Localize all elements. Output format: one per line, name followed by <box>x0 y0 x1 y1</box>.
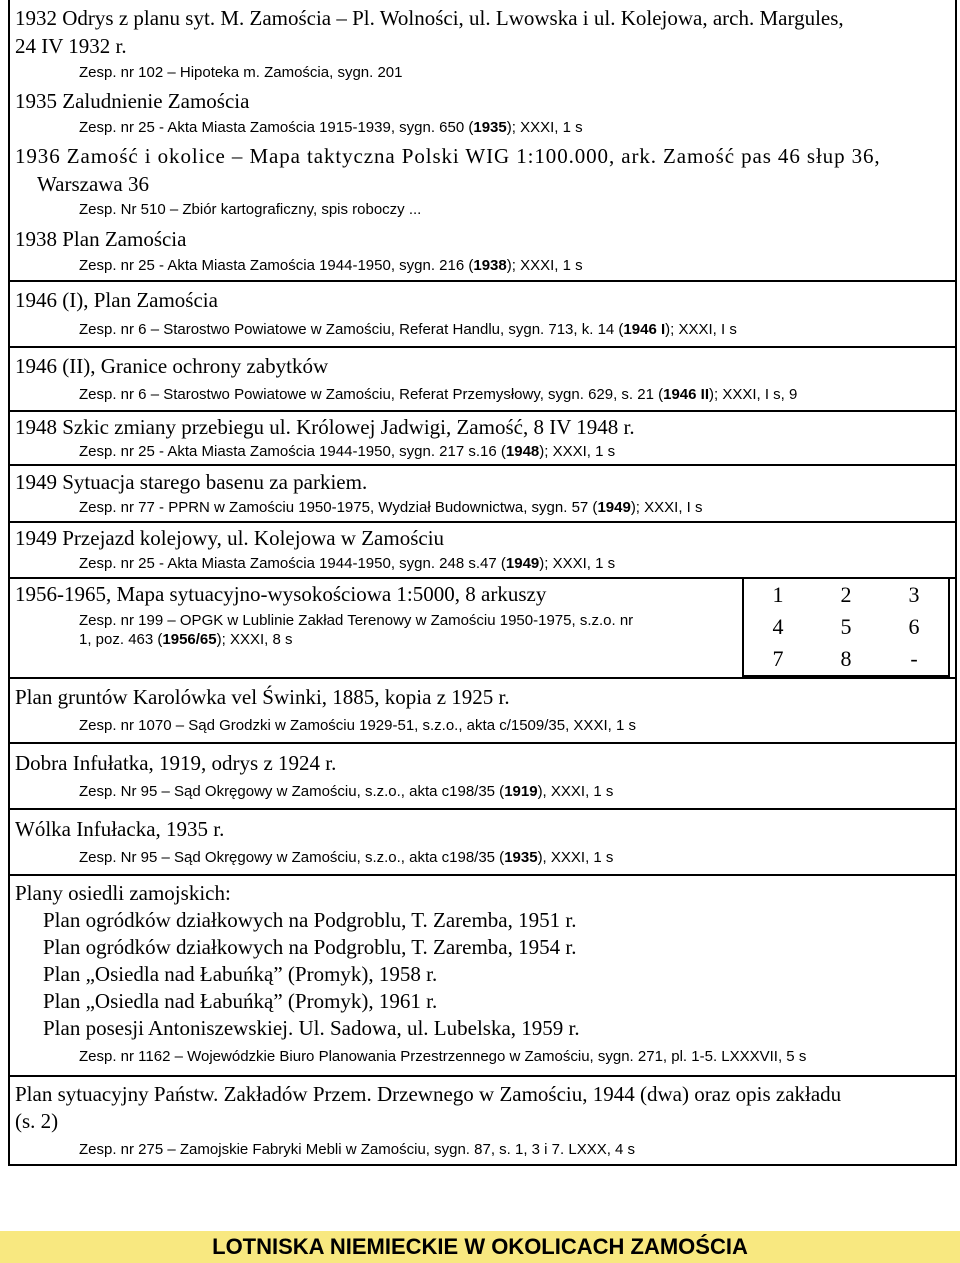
entry-title: Plan gruntów Karolówka vel Świnki, 1885, kopia z 1925 r. <box>15 685 510 709</box>
entry-reference: Zesp. nr 1162 – Wojewódzkie Biuro Planowania Przestrzennego w Zamościu, sygn. 271, pl. 1-5. LXXXVII, 5 s <box>79 1048 807 1065</box>
entry-title: 1936 Zamość i okolice – Mapa taktyczna Polski WIG 1:100.000, ark. Zamość pas 46 słup 36, <box>15 144 881 168</box>
entry-reference: Zesp. Nr 95 – Sąd Okręgowy w Zamościu, s.z.o., akta c198/35 (1935), XXXI, 1 s <box>79 849 614 866</box>
entry-reference: Zesp. nr 275 – Zamojskie Fabryki Mebli w Zamościu, sygn. 87, s. 1, 3 i 7. LXXX, 4 s <box>79 1141 636 1158</box>
separator <box>8 464 957 466</box>
sheet-number: 6 <box>908 614 920 639</box>
entry-reference: Zesp. nr 6 – Starostwo Powiatowe w Zamościu, Referat Przemysłowy, sygn. 629, s. 21 (1946 II); XXXI, I s, 9 <box>79 386 798 403</box>
separator <box>8 280 957 282</box>
entry-title: 1949 Przejazd kolejowy, ul. Kolejowa w Zamościu <box>15 526 445 550</box>
entry-reference: Zesp. nr 25 - Akta Miasta Zamościa 1915-1939, sygn. 650 (1935); XXXI, 1 s <box>79 119 583 136</box>
entry-title: 1946 (I), Plan Zamościa <box>15 288 218 312</box>
entry-title: (s. 2) <box>15 1109 59 1133</box>
sheet-number: 2 <box>840 582 852 607</box>
entry-reference: Zesp. nr 102 – Hipoteka m. Zamościa, sygn. 201 <box>79 64 403 81</box>
separator <box>8 808 957 810</box>
separator <box>8 346 957 348</box>
entry-reference: Zesp. nr 77 - PPRN w Zamościu 1950-1975, Wydział Budownictwa, sygn. 57 (1949); XXXI, I s <box>79 499 703 516</box>
sheet-index-grid <box>742 577 950 677</box>
separator <box>8 874 957 876</box>
list-item: Plan „Osiedla nad Łabuńką” (Promyk), 1961 r. <box>43 989 438 1013</box>
sheet-number: 3 <box>908 582 920 607</box>
sheet-number: 1 <box>772 582 784 607</box>
entry-title: Dobra Infułatka, 1919, odrys z 1924 r. <box>15 751 337 775</box>
sheet-number: 7 <box>772 646 784 671</box>
entry-reference: Zesp. nr 6 – Starostwo Powiatowe w Zamościu, Referat Handlu, sygn. 713, k. 14 (1946 I); XXXI, I s <box>79 321 737 338</box>
sheet-number: 8 <box>840 646 852 671</box>
entry-reference: Zesp. nr 199 – OPGK w Lublinie Zakład Terenowy w Zamościu 1950-1975, s.z.o. nr <box>79 612 634 629</box>
separator <box>8 677 957 679</box>
section-heading: LOTNISKA NIEMIECKIE W OKOLICACH ZAMOŚCIA <box>212 1234 748 1259</box>
entry-reference: Zesp. nr 25 - Akta Miasta Zamościa 1944-1950, sygn. 217 s.16 (1948); XXXI, 1 s <box>79 443 616 460</box>
section-heading-banner <box>0 1231 960 1263</box>
sheet-number: - <box>910 646 918 671</box>
entry-reference: Zesp. nr 25 - Akta Miasta Zamościa 1944-1950, sygn. 216 (1938); XXXI, 1 s <box>79 257 583 274</box>
entry-title: Plany osiedli zamojskich: <box>15 881 231 905</box>
entry-title: 1932 Odrys z planu syt. M. Zamościa – Pl. Wolności, ul. Lwowska i ul. Kolejowa, arch. Margules, <box>15 6 844 30</box>
separator <box>8 742 957 744</box>
entry-title: 1949 Sytuacja starego basenu za parkiem. <box>15 470 368 494</box>
separator <box>8 1075 957 1077</box>
list-item: Plan ogródków działkowych na Podgroblu, T. Zaremba, 1954 r. <box>43 935 577 959</box>
entry-title: 1956-1965, Mapa sytuacyjno-wysokościowa 1:5000, 8 arkuszy <box>15 582 547 606</box>
entry-reference: Zesp. Nr 510 – Zbiór kartograficzny, spis roboczy ... <box>79 201 422 218</box>
entry-title: Plan sytuacyjny Państw. Zakładów Przem. Drzewnego w Zamościu, 1944 (dwa) oraz opis zakładu <box>15 1082 842 1106</box>
list-item: Plan ogródków działkowych na Podgroblu, T. Zaremba, 1951 r. <box>43 908 577 932</box>
entry-reference: Zesp. nr 25 - Akta Miasta Zamościa 1944-1950, sygn. 248 s.47 (1949); XXXI, 1 s <box>79 555 616 572</box>
entry-reference: 1, poz. 463 (1956/65); XXXI, 8 s <box>79 631 293 648</box>
separator <box>8 521 957 523</box>
sheet-number: 5 <box>840 614 852 639</box>
entry-reference: Zesp. Nr 95 – Sąd Okręgowy w Zamościu, s.z.o., akta c198/35 (1919), XXXI, 1 s <box>79 783 614 800</box>
entry-title: 1946 (II), Granice ochrony zabytków <box>15 354 329 378</box>
entry-title: 1938 Plan Zamościa <box>15 227 187 251</box>
list-item: Plan posesji Antoniszewskiej. Ul. Sadowa, ul. Lubelska, 1959 r. <box>43 1016 580 1040</box>
entry-title: Warszawa 36 <box>37 172 150 196</box>
sheet-number: 4 <box>772 614 784 639</box>
separator <box>8 410 957 412</box>
entry-title: 1948 Szkic zmiany przebiegu ul. Królowej Jadwigi, Zamość, 8 IV 1948 r. <box>15 415 635 439</box>
entry-title: Wólka Infułacka, 1935 r. <box>15 817 225 841</box>
entry-reference: Zesp. nr 1070 – Sąd Grodzki w Zamościu 1929-51, s.z.o., akta c/1509/35, XXXI, 1 s <box>79 717 636 734</box>
entry-title: 1935 Zaludnienie Zamościa <box>15 89 250 113</box>
list-item: Plan „Osiedla nad Łabuńką” (Promyk), 1958 r. <box>43 962 438 986</box>
entry-title: 24 IV 1932 r. <box>15 34 127 58</box>
